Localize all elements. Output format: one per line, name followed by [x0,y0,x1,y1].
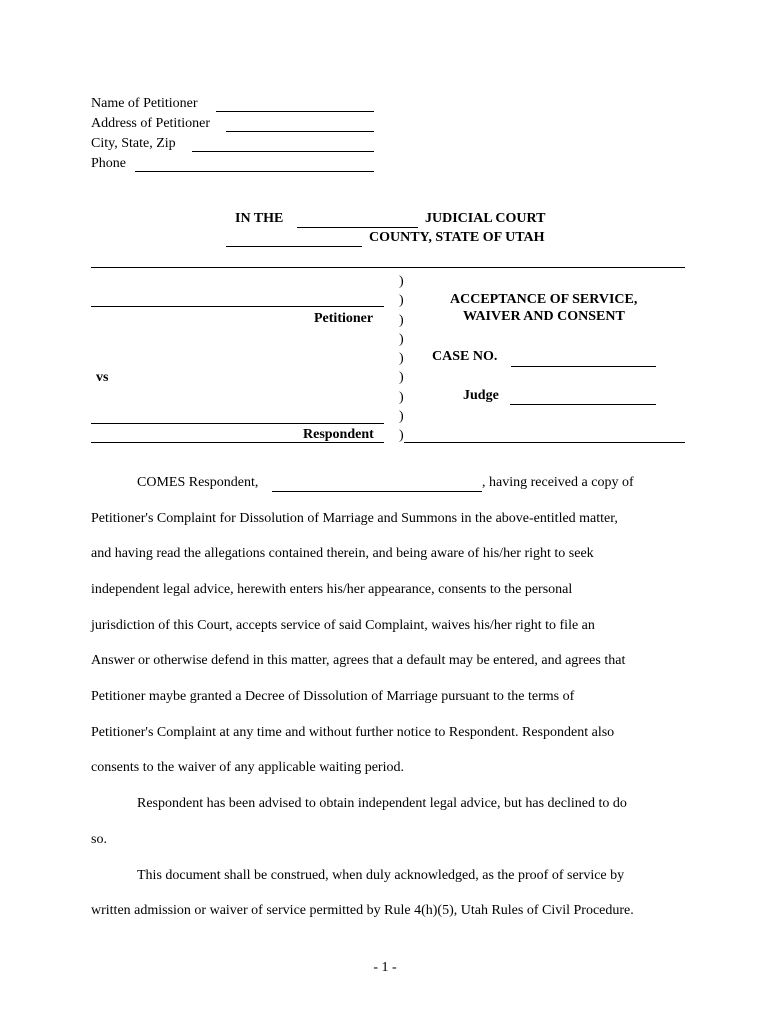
body-line-12: This document shall be construed, when duly acknowledged, as the proof of service by [137,868,625,883]
petitioner-caption-label: Petitioner [314,311,374,326]
caption-paren: ) [399,370,404,385]
case-number-label: CASE NO. [432,349,498,364]
caption-paren: ) [399,428,404,443]
caption-paren: ) [399,332,404,347]
body-line-11: so. [91,832,107,847]
city-state-zip-field[interactable] [192,151,374,152]
body-line-3: and having read the allegations contained therein, and being aware of his/her right to seek [91,546,594,561]
caption-top-rule [91,267,685,268]
judge-field[interactable] [510,404,656,405]
respondent-name-field[interactable] [272,491,482,492]
body-line-5: jurisdiction of this Court, accepts service of said Complaint, waives his/her right to file an [91,618,595,633]
caption-paren: ) [399,293,404,308]
body-line-10: Respondent has been advised to obtain independent legal advice, but has declined to do [137,796,627,811]
body-line-4: independent legal advice, herewith enters his/her appearance, consents to the personal [91,582,573,597]
caption-paren: ) [399,409,404,424]
caption-bottom-rule [404,442,685,443]
petitioner-address-label: Address of Petitioner [91,116,210,131]
county-field[interactable] [226,246,362,247]
page-number: - 1 - [373,960,397,975]
body-line-13: written admission or waiver of service permitted by Rule 4(h)(5), Utah Rules of Civil Procedure. [91,903,634,918]
body-line-2: Petitioner's Complaint for Dissolution of Marriage and Summons in the above-entitled matter, [91,511,618,526]
document-title-line2: WAIVER AND CONSENT [463,309,625,324]
judge-label: Judge [463,388,499,403]
vs-label: vs [96,370,109,385]
caption-paren: ) [399,274,404,289]
petitioner-name-label: Name of Petitioner [91,96,198,111]
respondent-caption-label: Respondent [303,427,374,442]
court-name-field[interactable] [297,227,418,228]
petitioner-address-field[interactable] [226,131,374,132]
petitioner-caption-field[interactable] [91,306,384,307]
body-line-8: Petitioner's Complaint at any time and without further notice to Respondent. Respondent also [91,725,615,740]
petitioner-name-field[interactable] [216,111,374,112]
court-in-the: IN THE [235,211,284,226]
phone-label: Phone [91,156,126,171]
county-state-label: COUNTY, STATE OF UTAH [369,230,545,245]
judicial-court-label: JUDICIAL COURT [425,211,546,226]
body-line-1a: COMES Respondent, [137,475,259,490]
case-number-field[interactable] [511,366,656,367]
body-line-7: Petitioner maybe granted a Decree of Dissolution of Marriage pursuant to the terms of [91,689,575,704]
document-title-line1: ACCEPTANCE OF SERVICE, [450,292,638,307]
respondent-caption-field[interactable] [91,423,384,424]
body-line-1b: , having received a copy of [482,475,634,490]
caption-paren: ) [399,313,404,328]
caption-paren: ) [399,351,404,366]
phone-field[interactable] [135,171,374,172]
caption-paren: ) [399,390,404,405]
body-line-9: consents to the waiver of any applicable waiting period. [91,760,404,775]
body-line-6: Answer or otherwise defend in this matter, agrees that a default may be entered, and agrees that [91,653,626,668]
city-state-zip-label: City, State, Zip [91,136,176,151]
